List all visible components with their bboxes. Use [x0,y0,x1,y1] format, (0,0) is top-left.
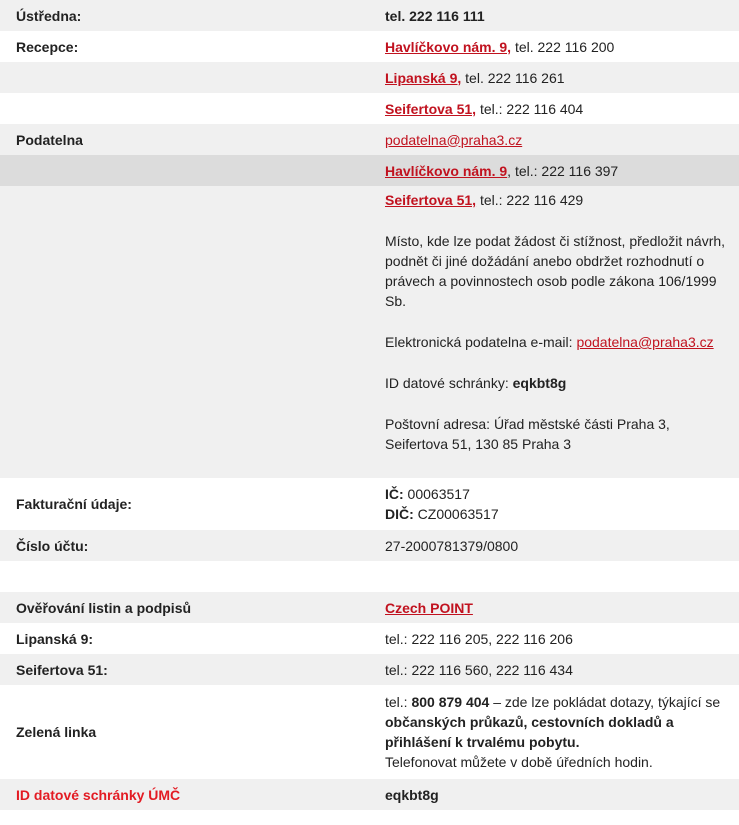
label-id-datove-schranky: ID datové schránky ÚMČ [0,779,369,810]
link-havlickovo-podatelna[interactable]: Havlíčkovo nám. 9 [385,162,508,179]
dic-label: DIČ: [385,506,414,522]
label-overovani: Ověřování listin a podpisů [0,592,369,623]
zelena-linka-topics: občanských průkazů, cestovních dokladů a přihlášení k trvalému pobytu. [385,714,674,750]
label-seifertova: Seifertova 51: [0,654,369,685]
value-id-datove-schranky: eqkbt8g [369,779,739,810]
epodatelna-line [385,332,729,352]
row-lipanska [0,623,739,654]
value-podatelna-email [369,124,739,155]
label-zelena-linka: Zelená linka [0,685,369,779]
row-podatelna-2 [0,155,739,186]
row-podatelna-3 [0,186,739,478]
value-podatelna-3 [369,186,739,478]
row-overovani [0,592,739,623]
datova-schranka-value: eqkbt8g [512,375,567,391]
row-recepce-3 [0,93,739,124]
label-lipanska: Lipanská 9: [0,623,369,654]
label-ustredna: Ústředna: [0,0,369,31]
link-czech-point[interactable]: Czech POINT [385,599,473,616]
text-podatelna-2: , tel.: 222 116 397 [507,162,619,179]
dic-value: CZ00063517 [413,506,499,522]
podatelna-description: Místo, kde lze podat žádost či stížnost, předložit návrh, podnět či jiné dožádání anebo obdržet rozhodnutí o právech a povinnostech osob podle zákona 106/1999 Sb. [385,233,726,309]
value-lipanska: tel.: 222 116 205, 222 116 206 [369,623,739,654]
value-overovani [369,592,739,623]
ic-label: IČ: [385,486,404,502]
datova-schranka-line [385,373,729,393]
value-recepce-1 [369,31,739,62]
row-recepce-2 [0,62,739,93]
zelena-linka-prefix: tel.: [385,694,412,710]
link-seifertova-podatelna[interactable]: Seifertova 51, [385,192,477,208]
epodatelna-label: Elektronická podatelna e-mail: [385,334,577,350]
value-cislo-uctu: 27-2000781379/0800 [369,530,739,561]
row-zelena-linka [0,685,739,779]
value-ustredna: tel. 222 116 111 [369,0,739,31]
label-recepce: Recepce: [0,31,369,62]
label-fakturacni: Fakturační údaje: [0,478,369,530]
zelena-linka-hours: Telefonovat můžete v době úředních hodin. [385,754,653,770]
link-seifertova-recepce[interactable]: Seifertova 51, [385,100,477,117]
label-cislo-uctu: Číslo účtu: [0,530,369,561]
row-podatelna [0,124,739,155]
zelena-linka-phone: 800 879 404 [411,694,490,710]
zelena-linka-text: – zde lze pokládat dotazy, týkající se [489,694,721,710]
link-epodatelna-email[interactable]: podatelna@praha3.cz [576,334,714,350]
postal-address-line-2: Seifertova 51, 130 85 Praha 3 [385,436,572,452]
value-podatelna-2 [369,155,739,186]
value-recepce-2 [369,62,739,93]
row-fakturacni [0,478,739,530]
text-recepce-1: tel. 222 116 200 [511,38,615,55]
row-seifertova [0,654,739,685]
datova-schranka-label: ID datové schránky: [385,375,513,391]
text-recepce-2: tel. 222 116 261 [461,69,565,86]
ic-value: 00063517 [403,486,470,502]
label-podatelna: Podatelna [0,124,369,155]
link-podatelna-email[interactable]: podatelna@praha3.cz [385,131,523,148]
value-recepce-3 [369,93,739,124]
row-empty [0,561,739,592]
text-recepce-3: tel.: 222 116 404 [476,100,584,117]
row-recepce [0,31,739,62]
row-id-datove-schranky [0,779,739,810]
value-seifertova: tel.: 222 116 560, 222 116 434 [369,654,739,685]
link-havlickovo-recepce[interactable]: Havlíčkovo nám. 9, [385,38,512,55]
row-cislo-uctu [0,530,739,561]
postal-address-line-1: Poštovní adresa: Úřad městské části Praha 3, [385,416,670,432]
link-lipanska-recepce[interactable]: Lipanská 9, [385,69,462,86]
text-podatelna-3: tel.: 222 116 429 [476,192,584,208]
value-fakturacni [369,478,739,530]
row-ustredna [0,0,739,31]
value-zelena-linka [369,685,739,779]
